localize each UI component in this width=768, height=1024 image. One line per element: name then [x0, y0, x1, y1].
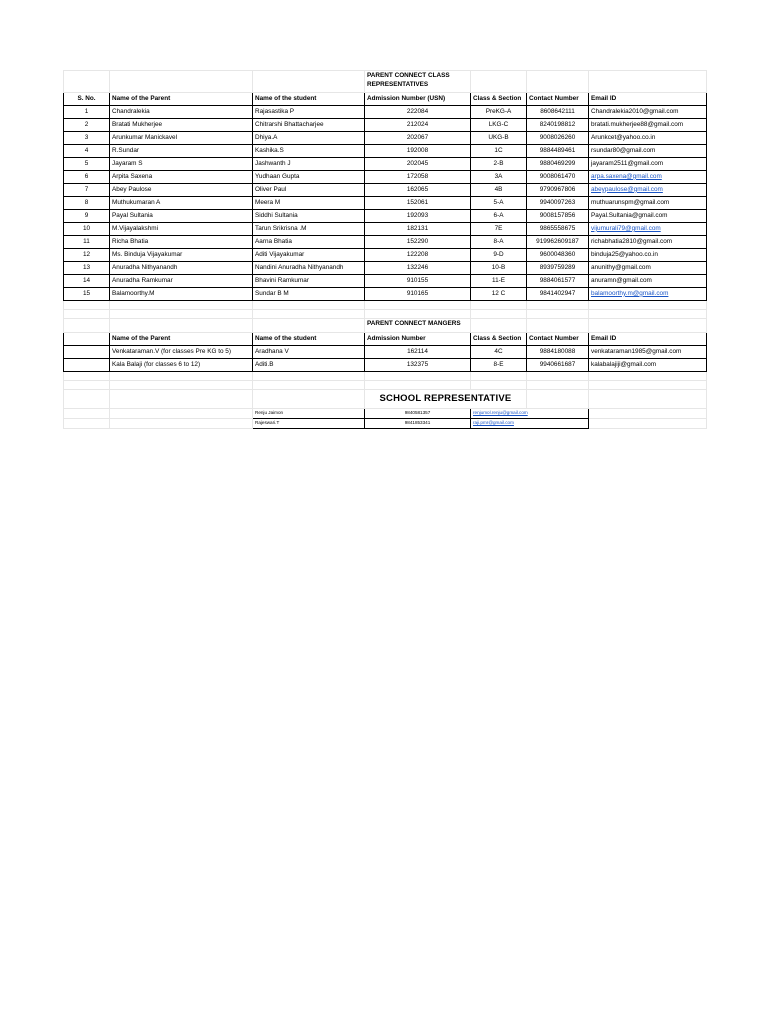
col-header: S. No.: [64, 93, 110, 106]
student-name: Tarun Srikrisna .M: [253, 223, 365, 236]
col-header: Email ID: [589, 93, 707, 106]
col-header: Email ID: [589, 333, 707, 346]
student-name: Kashika.S: [253, 145, 365, 158]
table-cell: muthuarunspm@gmail.com: [589, 197, 707, 210]
admission-number: 162114: [365, 346, 471, 359]
email-link[interactable]: vijumurali79@gmail.com: [591, 224, 661, 232]
table-cell: anunithy@gmail.com: [589, 262, 707, 275]
col-header: Contact Number: [527, 93, 589, 106]
email-cell: [589, 184, 707, 197]
class-section: PreKG-A: [471, 106, 527, 119]
class-section: LKG-C: [471, 119, 527, 132]
parent-name: M.Vijayalakshmi: [110, 223, 253, 236]
class-rep-row: [64, 210, 707, 223]
class-rep-row: [64, 132, 707, 145]
email-link[interactable]: arpa.saxena@gmail.com: [591, 172, 662, 180]
col-header: Name of the student: [253, 93, 365, 106]
student-name: Nandini Anuradha Nithyanandh: [253, 262, 365, 275]
serial-number: 12: [64, 249, 110, 262]
class-rep-row: [64, 275, 707, 288]
contact-number: 8608642111: [527, 106, 589, 119]
student-name: Jashwanth J: [253, 158, 365, 171]
email-link[interactable]: raji.pmr@gmail.com: [473, 420, 514, 426]
student-name: Bhavini Ramkumar: [253, 275, 365, 288]
table-cell: richabhatia2810@gmail.com: [589, 236, 707, 249]
table-cell: jayaram2511@gmail.com: [589, 158, 707, 171]
student-name: Yudhaan Gupta: [253, 171, 365, 184]
admission-number: 192093: [365, 210, 471, 223]
contact-number: 8939759289: [527, 262, 589, 275]
parent-name: Jayaram S: [110, 158, 253, 171]
email-link[interactable]: renjumol.renju@gmail.com: [473, 410, 528, 416]
class-section: 8-E: [471, 359, 527, 372]
school-rep-title: SCHOOL REPRESENTATIVE: [365, 390, 527, 409]
class-rep-row: [64, 171, 707, 184]
class-section: 12 C: [471, 288, 527, 301]
parent-name: Anuradha Ramkumar: [110, 275, 253, 288]
serial-number: 5: [64, 158, 110, 171]
serial-number: 2: [64, 119, 110, 132]
col-header: Admission Number: [365, 333, 471, 346]
parent-connect-table: [63, 70, 707, 429]
student-name: Aditi.B: [253, 359, 365, 372]
class-section: 5-A: [471, 197, 527, 210]
parent-name: Venkataraman.V (for classes Pre KG to 5): [110, 346, 253, 359]
contact-number: 9940097263: [527, 197, 589, 210]
admission-number: 152061: [365, 197, 471, 210]
admission-number: 910155: [365, 275, 471, 288]
parent-name: Arpita Saxena: [110, 171, 253, 184]
contact-number: 9600048360: [527, 249, 589, 262]
admission-number: 202045: [365, 158, 471, 171]
admission-number: 212024: [365, 119, 471, 132]
contact-number: 9865558675: [527, 223, 589, 236]
student-name: Chitrarshi Bhattacharjee: [253, 119, 365, 132]
class-section: 8-A: [471, 236, 527, 249]
email-link[interactable]: abeypaulose@gmail.com: [591, 185, 663, 193]
class-section: 4C: [471, 346, 527, 359]
parent-name: Ms. Binduja Vijayakumar: [110, 249, 253, 262]
admission-number: 132375: [365, 359, 471, 372]
table-cell: binduja25@yahoo.co.in: [589, 249, 707, 262]
email-cell: [589, 288, 707, 301]
serial-number: 9: [64, 210, 110, 223]
class-section: 1C: [471, 145, 527, 158]
parent-name: Bratati Mukherjee: [110, 119, 253, 132]
email-cell: [589, 171, 707, 184]
parent-name: Richa Bhatia: [110, 236, 253, 249]
parent-name: Chandralekia: [110, 106, 253, 119]
spacer-row: [64, 381, 707, 390]
class-rep-row: [64, 236, 707, 249]
class-rep-row: [64, 288, 707, 301]
admission-number: 162065: [365, 184, 471, 197]
school-rep-row: [64, 409, 707, 419]
class-rep-row: [64, 184, 707, 197]
col-header: Name of the Parent: [110, 93, 253, 106]
contact-number: 9008157856: [527, 210, 589, 223]
class-section: 4B: [471, 184, 527, 197]
class-rep-row: [64, 106, 707, 119]
school-rep-title-row: [64, 390, 707, 409]
col-header: Contact Number: [527, 333, 589, 346]
rep-name: Renju Jaimon: [253, 409, 365, 419]
contact-number: 9884489461: [527, 145, 589, 158]
parent-name: Abey Paulose: [110, 184, 253, 197]
table-cell: rsundar80@gmail.com: [589, 145, 707, 158]
class-rep-row: [64, 158, 707, 171]
contact-number: 9841853341: [365, 419, 471, 429]
class-section: 6-A: [471, 210, 527, 223]
col-header: Name of the Parent: [110, 333, 253, 346]
class-section: 10-B: [471, 262, 527, 275]
student-name: Aarna Bhatia: [253, 236, 365, 249]
class-reps-title: PARENT CONNECT CLASS REPRESENTATIVES: [365, 71, 471, 93]
contact-number: 9940661687: [527, 359, 589, 372]
student-name: Aradhana V: [253, 346, 365, 359]
serial-number: 13: [64, 262, 110, 275]
admission-number: 132246: [365, 262, 471, 275]
contact-number: 9884061577: [527, 275, 589, 288]
class-section: 3A: [471, 171, 527, 184]
email-cell: [589, 223, 707, 236]
admission-number: 202067: [365, 132, 471, 145]
table-cell: Arunkcet@yahoo.co.in: [589, 132, 707, 145]
spacer-row: [64, 372, 707, 381]
parent-name: Arunkumar Manickavel: [110, 132, 253, 145]
school-rep-row: [64, 419, 707, 429]
table-cell: anuramn@gmail.com: [589, 275, 707, 288]
admission-number: 152290: [365, 236, 471, 249]
class-rep-row: [64, 262, 707, 275]
parent-name: Payal Sultania: [110, 210, 253, 223]
spacer-row: [64, 301, 707, 310]
serial-number: 7: [64, 184, 110, 197]
class-section: 11-E: [471, 275, 527, 288]
parent-name: R.Sundar: [110, 145, 253, 158]
admission-number: 182131: [365, 223, 471, 236]
class-rep-row: [64, 145, 707, 158]
spreadsheet: [63, 70, 706, 429]
col-header: Admission Number (USN): [365, 93, 471, 106]
serial-number: 4: [64, 145, 110, 158]
serial-number: 11: [64, 236, 110, 249]
admission-number: 172058: [365, 171, 471, 184]
admission-number: 122208: [365, 249, 471, 262]
contact-number: 9884180088: [527, 346, 589, 359]
managers-title-row: [64, 319, 707, 333]
serial-number: 15: [64, 288, 110, 301]
student-name: Siddhi Sultania: [253, 210, 365, 223]
student-name: Meera M: [253, 197, 365, 210]
table-cell: kalabalajiji@gmail.com: [589, 359, 707, 372]
admission-number: 222084: [365, 106, 471, 119]
col-header: Class & Section: [471, 93, 527, 106]
serial-number: 10: [64, 223, 110, 236]
col-header: Class & Section: [471, 333, 527, 346]
table-cell: bratati.mukherjee88@gmail.com: [589, 119, 707, 132]
class-rep-row: [64, 223, 707, 236]
email-link[interactable]: balamoorthy.m@gmail.com: [591, 289, 669, 297]
contact-number: 9790967806: [527, 184, 589, 197]
email-cell: [471, 409, 589, 419]
class-section: 7E: [471, 223, 527, 236]
class-rep-row: [64, 119, 707, 132]
contact-number: 919962609187: [527, 236, 589, 249]
serial-number: 14: [64, 275, 110, 288]
contact-number: 9840581357: [365, 409, 471, 419]
contact-number: 8240198812: [527, 119, 589, 132]
manager-row: [64, 346, 707, 359]
student-name: Dhiya.A: [253, 132, 365, 145]
serial-number: 3: [64, 132, 110, 145]
admission-number: 192008: [365, 145, 471, 158]
table-cell: Chandralekia2010@gmail.com: [589, 106, 707, 119]
student-name: Sundar B M: [253, 288, 365, 301]
rep-name: Rajeswari.T: [253, 419, 365, 429]
student-name: Oliver Paul: [253, 184, 365, 197]
contact-number: 9880469299: [527, 158, 589, 171]
serial-number: 1: [64, 106, 110, 119]
parent-name: Anuradha Nithyanandh: [110, 262, 253, 275]
class-rep-row: [64, 249, 707, 262]
contact-number: 9008061470: [527, 171, 589, 184]
student-name: Rajasastika P: [253, 106, 365, 119]
class-reps-header-row: [64, 93, 707, 106]
contact-number: 9841402947: [527, 288, 589, 301]
email-cell: [471, 419, 589, 429]
col-header: Name of the student: [253, 333, 365, 346]
class-section: 2-B: [471, 158, 527, 171]
student-name: Aditi Vijayakumar: [253, 249, 365, 262]
class-rep-row: [64, 197, 707, 210]
table-cell: Payal.Sultania@gmail.com: [589, 210, 707, 223]
serial-number: 6: [64, 171, 110, 184]
class-section: 9-D: [471, 249, 527, 262]
manager-row: [64, 359, 707, 372]
managers-title: PARENT CONNECT MANGERS: [365, 319, 471, 333]
parent-name: Muthukumaran A: [110, 197, 253, 210]
admission-number: 910165: [365, 288, 471, 301]
table-cell: venkataraman1985@gmail.com: [589, 346, 707, 359]
parent-name: Balamoorthy.M: [110, 288, 253, 301]
serial-number: 8: [64, 197, 110, 210]
spacer-row: [64, 310, 707, 319]
parent-name: Kala Balaji (for classes 6 to 12): [110, 359, 253, 372]
managers-header-row: [64, 333, 707, 346]
contact-number: 9008026260: [527, 132, 589, 145]
class-section: UKG-B: [471, 132, 527, 145]
